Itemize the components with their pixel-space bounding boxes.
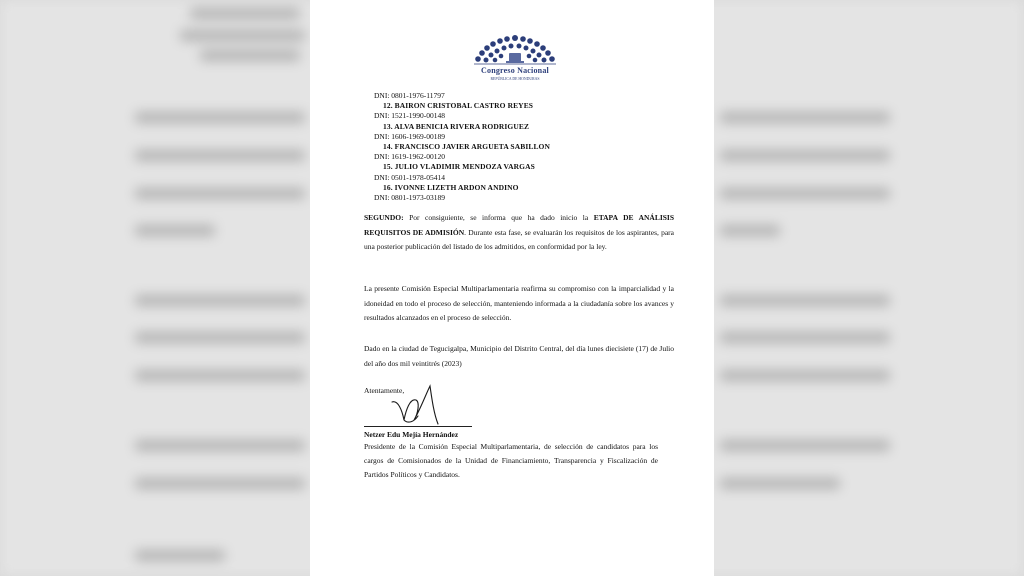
signer-role: Presidente de la Comisión Especial Multiparlamentaria, de selección de candidatos para los cargos de Comisionados de la Unidad de Financiamiento, Transparencia y Fiscalización de Partidos Políticos y Candidatos.: [364, 442, 658, 479]
signature-line: [364, 426, 472, 427]
blurred-text: [720, 150, 890, 161]
candidate-dni: DNI: 0801-1973-03189: [374, 193, 446, 203]
blurred-text: [135, 332, 305, 343]
blurred-text: [720, 440, 890, 451]
blurred-text: [135, 188, 305, 199]
candidate-dni: DNI: 0801-1976-11797: [374, 91, 445, 100]
commitment-paragraph: La presente Comisión Especial Multiparlamentaria reafirma su compromiso con la imparcialidad y la idoneidad en todo el proceso de selección, manteniendo informada a la ciudadanía sobre los avances y resultados alcanzados en el proceso de selección.: [364, 284, 674, 322]
blurred-text: [720, 112, 890, 123]
segundo-text-after: . Durante esta fase, se evaluarán los requisitos de los aspirantes, para una posterior publicación del listado de los admitidos, en conformidad por la ley.: [364, 227, 674, 251]
blurred-text: [135, 550, 225, 561]
document-page: [310, 0, 714, 576]
blurred-text: [720, 478, 840, 489]
candidate-name: 15. JULIO VLADIMIR MENDOZA VARGAS: [383, 162, 535, 172]
logo-subtitle: REPÚBLICA DE HONDURAS: [490, 77, 540, 81]
blurred-text: [720, 188, 890, 199]
parliament-seat-icon: [460, 22, 570, 92]
blurred-text: [135, 478, 305, 489]
candidate-dni: DNI: 0501-1978-05414: [374, 172, 446, 182]
candidate-list: [364, 91, 684, 203]
segundo-text: Por consiguiente, se informa que ha dado inicio la: [403, 213, 594, 222]
segundo-bold-text: ETAPA DE ANÁLISIS REQUISITOS DE ADMISIÓN: [364, 213, 674, 237]
blurred-text: [720, 225, 780, 236]
candidate-name: 16. IVONNE LIZETH ARDON ANDINO: [383, 182, 519, 192]
blurred-text: [135, 225, 215, 236]
blurred-text: [135, 295, 305, 306]
date-paragraph: Dado en la ciudad de Tegucigalpa, Municipio del Distrito Central, del día lunes diecisiete (17) de Julio del año dos mil veintitrés (2023): [364, 344, 674, 368]
candidate-dni: DNI: 1606-1969-00189: [374, 131, 446, 141]
segundo-label: SEGUNDO:: [364, 213, 404, 222]
segundo-paragraph: [364, 211, 674, 255]
blurred-text: [720, 295, 890, 306]
blurred-text: [135, 150, 305, 161]
blurred-text: [135, 112, 305, 123]
blurred-text: [720, 370, 890, 381]
logo-title: Congreso Nacional: [481, 66, 549, 75]
blurred-text: [135, 370, 305, 381]
candidate-name: 13. ALVA BENICIA RIVERA RODRIGUEZ: [383, 121, 530, 131]
blurred-text: [190, 8, 300, 19]
closing-text: Atentamente,: [364, 386, 405, 395]
blurred-text: [720, 332, 890, 343]
candidate-dni: DNI: 1521-1990-00148: [374, 111, 446, 121]
candidate-name: 14. FRANCISCO JAVIER ARGUETA SABILLON: [383, 142, 550, 152]
signer-name: Netzer Edu Mejía Hernández: [364, 430, 459, 439]
candidate-dni: DNI: 1619-1962-00120: [374, 152, 446, 162]
blurred-text: [200, 50, 300, 61]
blurred-text: [135, 440, 305, 451]
candidate-name: 12. BAIRON CRISTOBAL CASTRO REYES: [383, 101, 534, 111]
blurred-text: [180, 30, 305, 41]
